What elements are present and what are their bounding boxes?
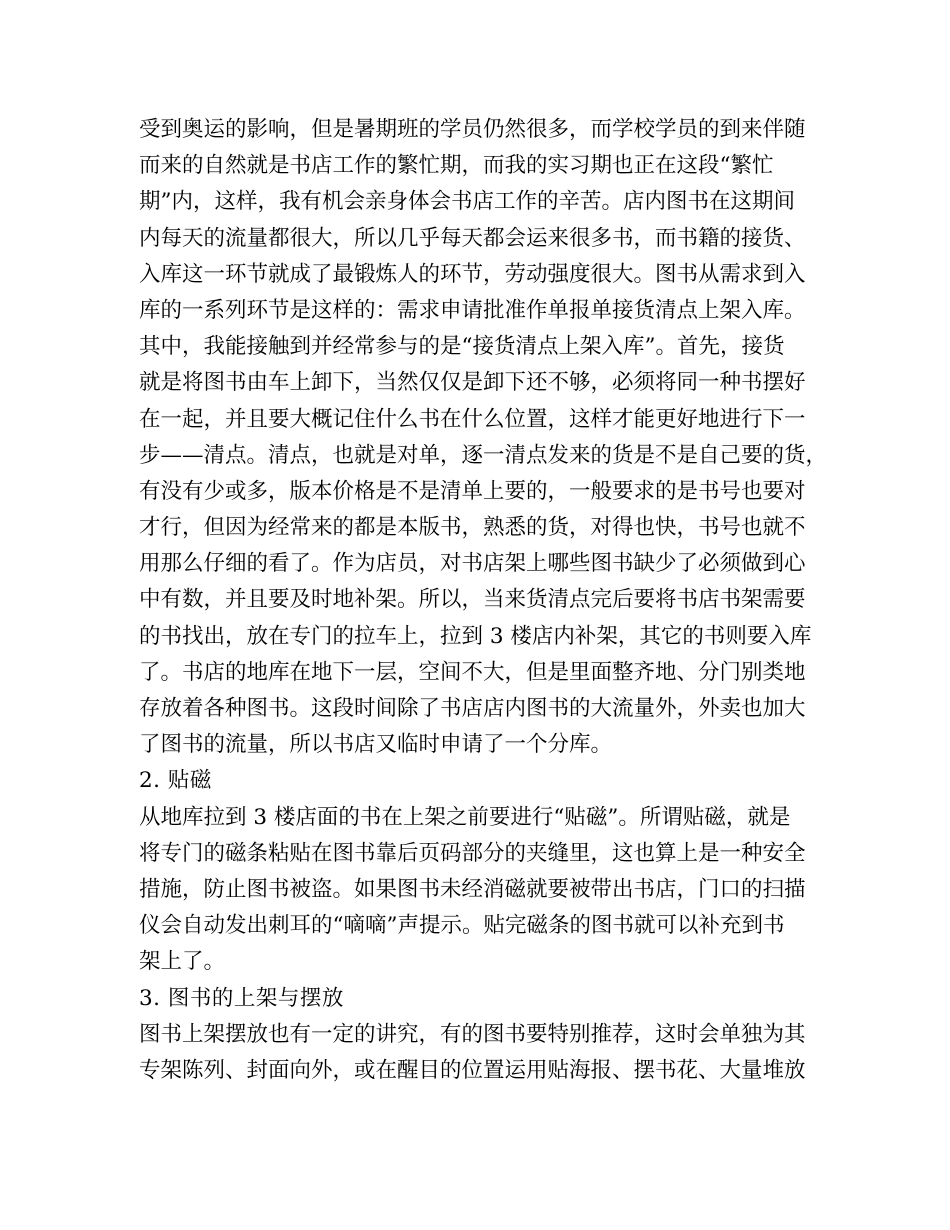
text-line: 受到奥运的影响，但是暑期班的学员仍然很多，而学校学员的到来伴随	[139, 117, 806, 142]
text-line: 存放着各种图书。这段时间除了书店店内图书的大流量外，外卖也加大	[139, 696, 806, 721]
text-line: 入库这一环节就成了最锻炼人的环节，劳动强度很大。图书从需求到入	[139, 261, 806, 287]
text-line: 图书上架摆放也有一定的讲究，有的图书要特别推荐，这时会单独为其	[139, 1021, 806, 1047]
text-line: 专架陈列、封面向外，或在醒目的位置运用贴海报、摆书花、大量堆放	[139, 1057, 806, 1083]
text-line: 了图书的流量，所以书店又临时申请了一个分库。	[139, 732, 613, 758]
text-line: 才行，但因为经常来的都是本版书，熟悉的货，对得也快，书号也就不	[139, 515, 806, 541]
text-line: 用那么仔细的看了。作为店员，对书店架上哪些图书缺少了必须做到心	[139, 551, 806, 577]
text-line: 了。书店的地库在地下一层，空间不大，但是里面整齐地、分门别类地	[139, 659, 806, 685]
text-line: 步——清点。清点，也就是对单，逐一清点发来的货是不是自己要的货，	[139, 442, 828, 468]
text-line: 就是将图书由车上卸下，当然仅仅是卸下还不够，必须将同一种书摆好	[139, 370, 806, 396]
text-line: 内每天的流量都很大，所以几乎每天都会运来很多书，而书籍的接货、	[139, 225, 806, 251]
section-heading: 2. 贴磁	[139, 768, 212, 794]
text-line: 在一起，并且要大概记住什么书在什么位置，这样才能更好地进行下一	[139, 406, 806, 432]
text-line: 期”内，这样，我有机会亲身体会书店工作的辛苦。店内图书在这期间	[139, 189, 795, 215]
text-line: 措施，防止图书被盗。如果图书未经消磁就要被带出书店，门口的扫描	[139, 876, 806, 902]
document-body	[139, 112, 829, 1089]
text-line: 从地库拉到 3 楼店面的书在上架之前要进行“贴磁”。所谓贴磁，就是	[139, 804, 791, 830]
text-line: 中有数，并且要及时地补架。所以，当来货清点完后要将书店书架需要	[139, 587, 806, 613]
text-line: 架上了。	[139, 949, 226, 975]
text-line: 仪会自动发出刺耳的“嘀嘀”声提示。贴完磁条的图书就可以补充到书	[139, 913, 785, 939]
text-line: 库的一系列环节是这样的：需求申请批准作单报单接货清点上架入库。	[139, 297, 806, 323]
section-heading: 3. 图书的上架与摆放	[139, 985, 344, 1011]
text-line: 的书找出，放在专门的拉车上，拉到 3 楼店内补架，其它的书则要入库	[139, 623, 812, 649]
text-line: 其中，我能接触到并经常参与的是“接货清点上架入库”。首先，接货	[139, 334, 785, 360]
text-line: 而来的自然就是书店工作的繁忙期，而我的实习期也正在这段“繁忙	[139, 153, 774, 179]
text-line: 将专门的磁条粘贴在图书靠后页码部分的夹缝里，这也算上是一种安全	[139, 840, 806, 866]
text-line: 有没有少或多，版本价格是不是清单上要的，一般要求的是书号也要对	[139, 478, 806, 504]
